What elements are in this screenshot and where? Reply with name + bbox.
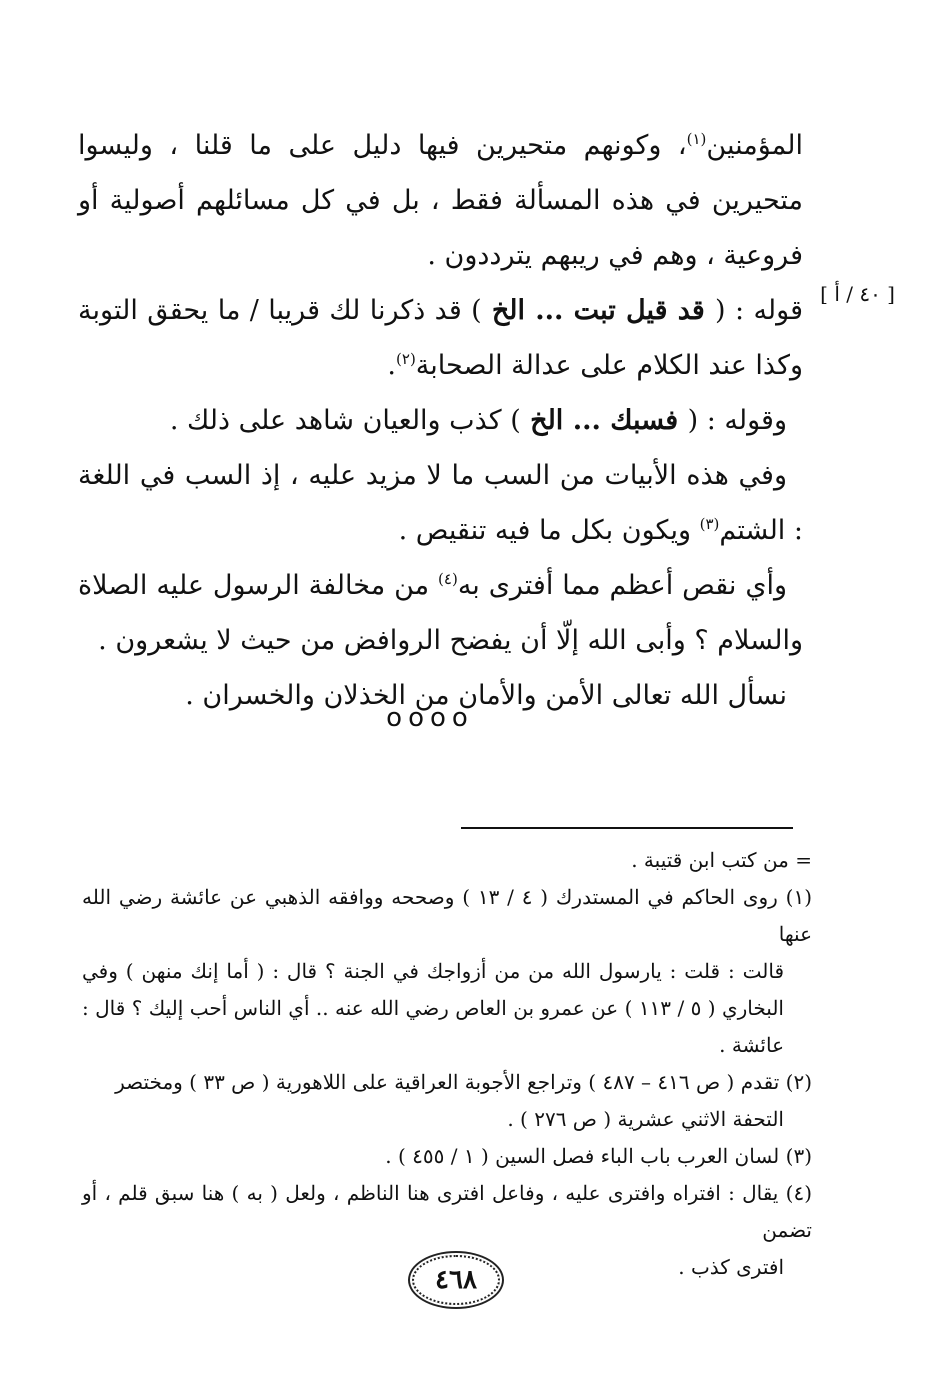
footnote-continuation: = من كتب ابن قتيبة . <box>631 848 812 872</box>
footnote-2-number: (٢) <box>785 1070 812 1094</box>
manuscript-folio-marker: [ ٤٠ / أ ] <box>820 282 895 306</box>
footnote-3 <box>82 1138 812 1175</box>
paragraph-1 <box>78 118 803 283</box>
footnote-2-line-1: تقدم ( ص ٤١٦ – ٤٨٧ ) وتراجع الأجوبة العراقية على اللاهورية ( ص ٣٣ ) ومختصر <box>115 1070 786 1094</box>
paragraph-2-text-c: . <box>387 350 397 381</box>
footnote-ref-3[interactable]: (٣) <box>699 515 720 533</box>
paragraph-5-text-b: من مخالفة الرسول عليه الصلاة والسلام ؟ وأبى الله إلّا أن يفضح الروافض من حيث لا يشعرون . <box>78 570 803 656</box>
footnote-2-continuation: التحفة الاثني عشرية ( ص ٢٧٦ ) . <box>507 1107 784 1131</box>
quoted-verse-1: قد قيل تبت ... الخ <box>481 295 716 326</box>
footnote-separator <box>461 827 793 829</box>
footnote-1 <box>82 879 812 1064</box>
paragraph-3-text-b: ) كذب والعيان شاهد على ذلك . <box>169 405 521 436</box>
footnote-1-continuation: قالت : قلت : يارسول الله من من أزواجك في الجنة ؟ قال : ( أما إنك منهن ) وفي البخاري ( ٥ / ١١٣ ) عن عمرو بن العاص رضي الله عنه .. أي الناس أحب إليك ؟ قال : عائشة . <box>82 959 784 1057</box>
paragraph-2-text-b: ) قد ذكرنا لك قريبا / ما يحقق التوبة وكذا عند الكلام على عدالة الصحابة <box>78 295 803 381</box>
footnote-4-continuation: افترى كذب . <box>678 1255 784 1279</box>
paragraph-1-text-a: المؤمنين <box>706 130 803 161</box>
paragraph-3 <box>78 393 803 448</box>
section-end-ornament: oooo <box>386 703 474 733</box>
footnote-4-number: (٤) <box>785 1181 812 1205</box>
paragraph-4-text-b: ويكون بكل ما فيه تنقيص . <box>398 515 700 546</box>
footnote-3-number: (٣) <box>785 1144 812 1168</box>
page-number: ٤٦٨ <box>412 1255 500 1305</box>
paragraph-1-text-b: ، وكونهم متحيرين فيها دليل على ما قلنا ، وليسوا متحيرين في هذه المسألة فقط ، بل في كل مسائلهم أصولية أو فروعية ، وهم في ريبهم يترددون . <box>78 130 803 271</box>
quoted-verse-2: فسبك ... الخ <box>520 405 688 436</box>
paragraph-2 <box>78 283 803 393</box>
footnote-ref-1[interactable]: (١) <box>686 130 707 148</box>
footnote-3-text: لسان العرب باب الباء فصل السين ( ١ / ٤٥٥ ) . <box>385 1144 786 1168</box>
paragraph-4 <box>78 448 803 558</box>
footnote-ref-4[interactable]: (٤) <box>438 570 458 588</box>
paragraph-6: نسأل الله تعالى الأمن والأمان من الخذلان والخسران . <box>185 680 787 711</box>
paragraph-2-text-a: قوله : ( <box>715 295 804 326</box>
paragraph-4-text-a: وفي هذه الأبيات من السب ما لا مزيد عليه ، إذ السب في اللغة : الشتم <box>78 460 803 546</box>
paragraph-3-text-a: وقوله : ( <box>687 405 787 436</box>
paragraph-5-text-a: وأي نقص أعظم مما أفترى به <box>457 570 787 601</box>
footnote-1-line-1: روى الحاكم في المستدرك ( ٤ / ١٣ ) وصححه ووافقه الذهبي عن عائشة رضي الله عنها <box>82 885 812 946</box>
footnotes <box>82 842 812 1286</box>
footnote-2 <box>82 1064 812 1138</box>
footnote-1-number: (١) <box>785 885 813 909</box>
footnote-4-line-1: يقال : افتراه وافترى عليه ، وفاعل افترى هنا الناظم ، ولعل ( به ) هنا سبق قلم ، أو تضمن <box>82 1181 812 1242</box>
paragraph-5 <box>78 558 803 668</box>
main-text <box>78 118 803 723</box>
footnote-ref-2[interactable]: (٢) <box>396 350 416 368</box>
